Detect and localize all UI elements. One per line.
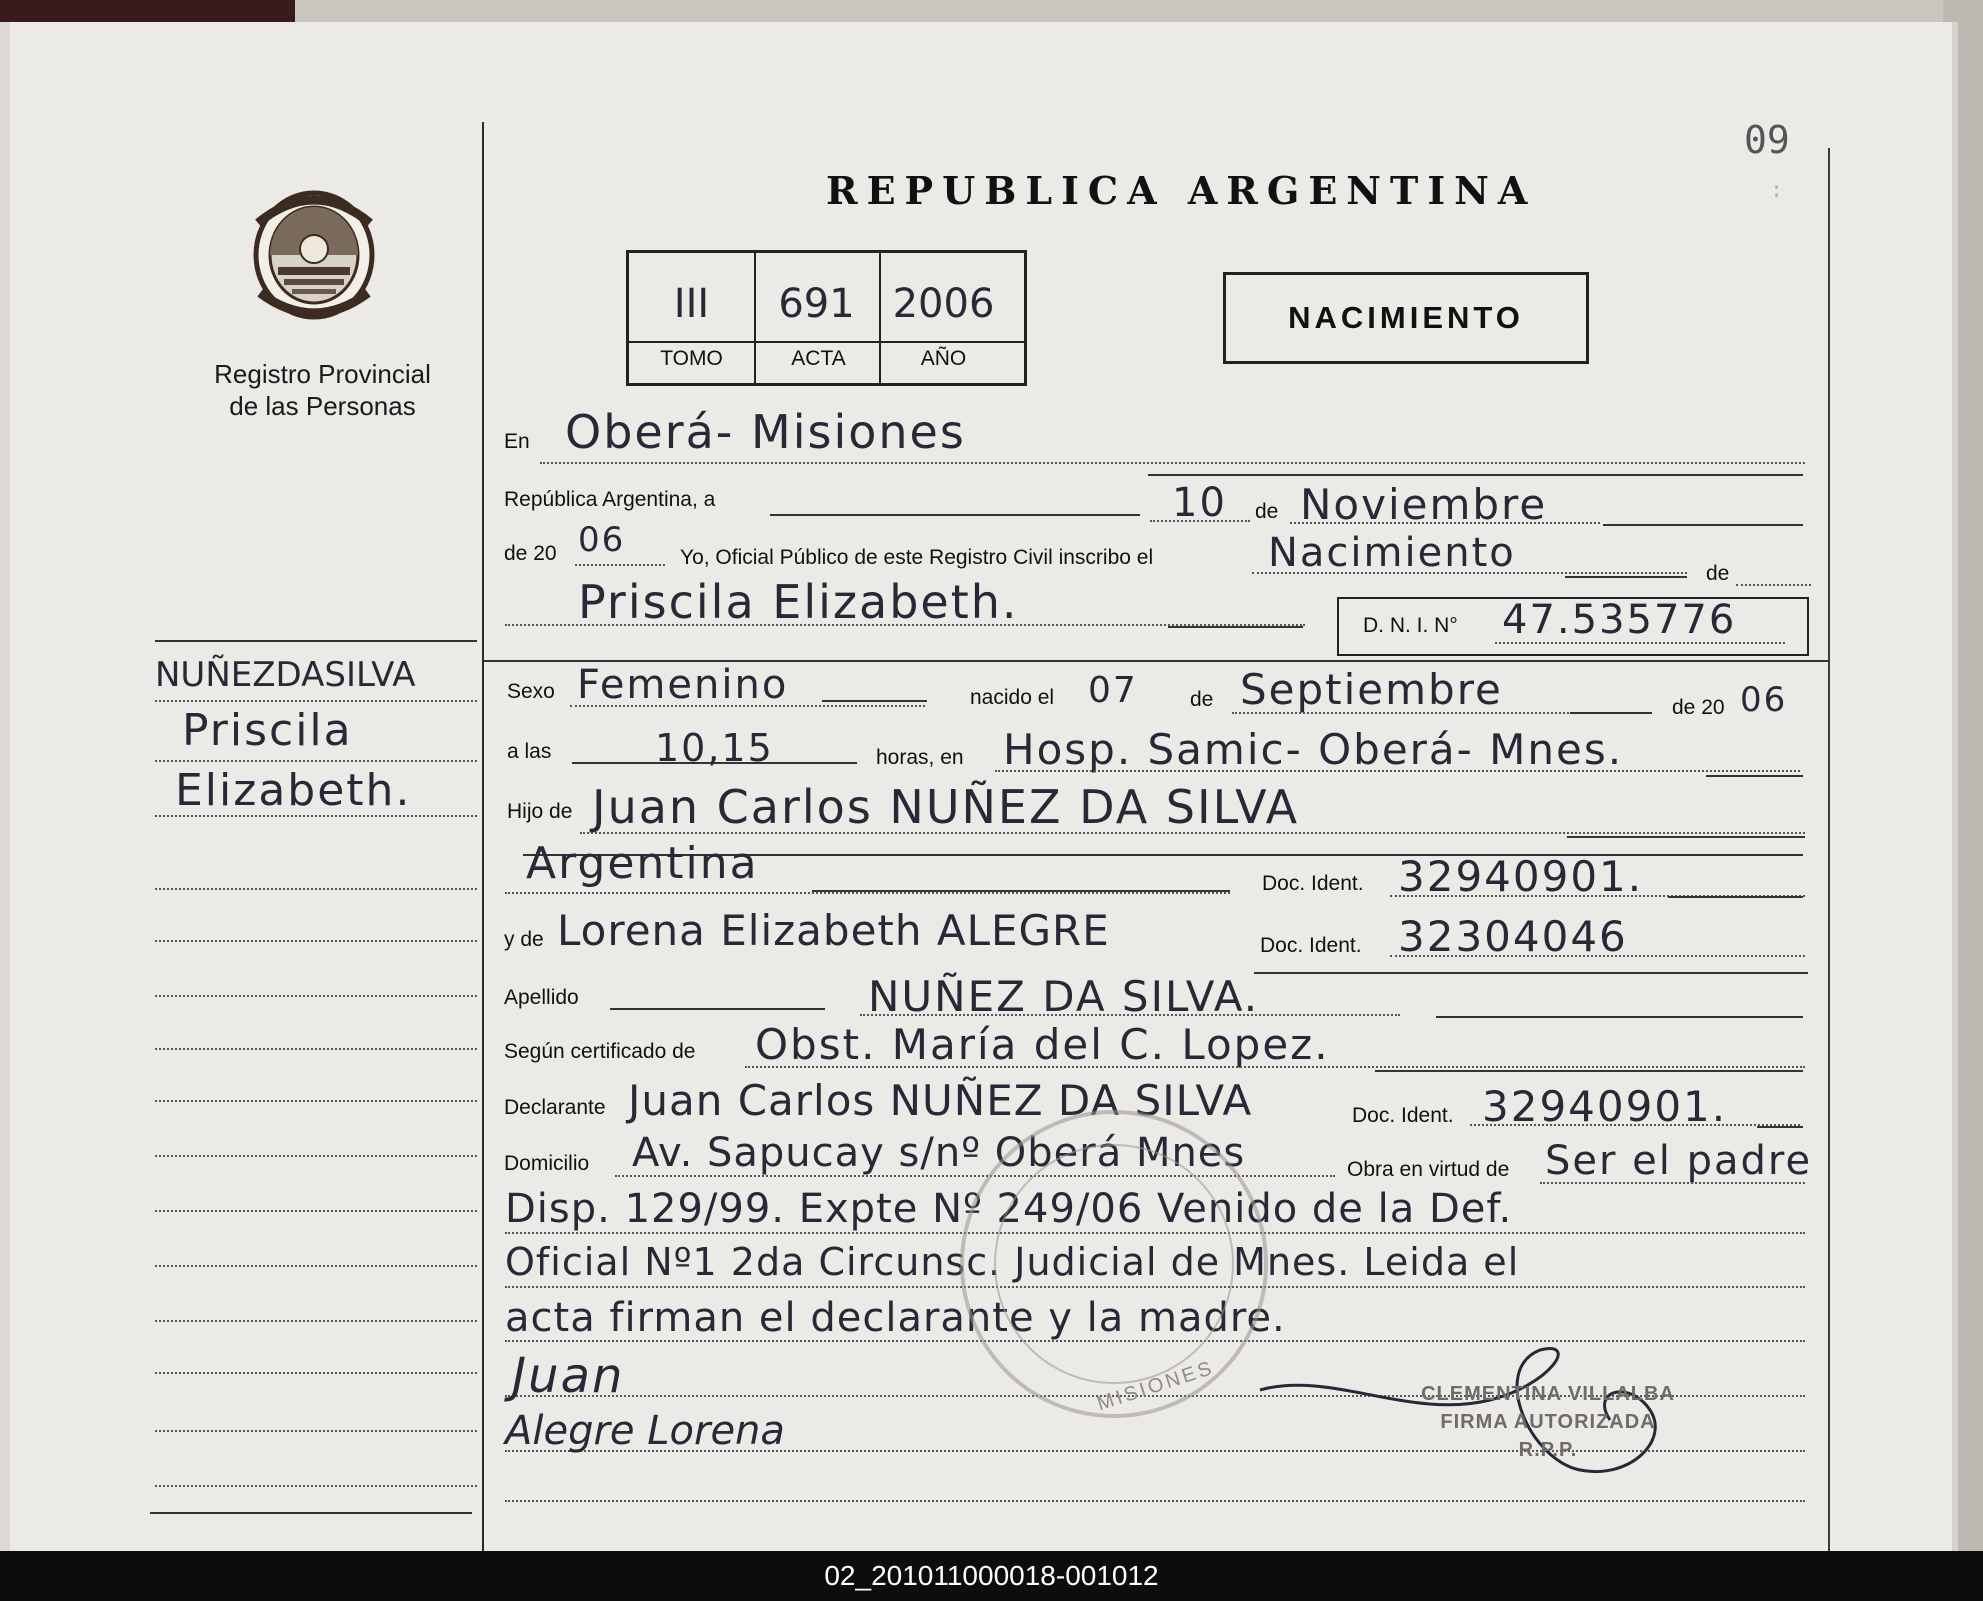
field-rule [1570, 712, 1652, 714]
field-line [995, 770, 1800, 772]
field-rule [1148, 474, 1803, 476]
alas-label: a las [507, 740, 552, 763]
en-label: En [504, 430, 530, 453]
field-line [580, 832, 1805, 834]
year-prefix-label: de 20 [504, 542, 557, 565]
field-line [1150, 520, 1250, 522]
margin-line [155, 1048, 477, 1050]
notes-line-2: Oficial Nº1 2da Circunsc. Judicial de Mnes. Leida el [505, 1240, 1520, 1284]
field-line [1290, 522, 1600, 524]
margin-line [155, 1155, 477, 1157]
page-edge [0, 22, 10, 1551]
legal-basis-value: Ser el padre [1545, 1138, 1813, 1184]
birth-month: Septiembre [1240, 665, 1503, 714]
declarante-label: Declarante [504, 1096, 606, 1119]
margin-line [155, 940, 477, 942]
horas-label: horas, en [876, 746, 964, 769]
margin-line [155, 1210, 477, 1212]
domicilio-label: Domicilio [504, 1152, 590, 1175]
registry-name [190, 358, 455, 422]
acta-label: ACTA [791, 347, 846, 370]
doc-ident-label: Doc. Ident. [1260, 934, 1362, 957]
margin-line [155, 1265, 477, 1267]
de-label: de [1255, 500, 1279, 523]
declarant-name: Juan Carlos NUÑEZ DA SILVA [628, 1076, 1253, 1125]
field-rule [1706, 775, 1803, 777]
field-line [1495, 642, 1785, 644]
field-line [1390, 955, 1805, 957]
official-org: R.P.P. [1518, 1439, 1578, 1461]
field-rule [1567, 836, 1805, 838]
obra-label: Obra en virtud de [1347, 1158, 1510, 1181]
registration-day: 10 [1172, 480, 1227, 526]
field-line [505, 1500, 1805, 1502]
father-doc-number: 32940901. [1398, 852, 1644, 901]
mother-name: Lorena Elizabeth ALEGRE [557, 906, 1110, 955]
anio-value: 2006 [892, 281, 995, 327]
field-rule [1436, 1016, 1803, 1018]
hijo-label: Hijo de [507, 800, 573, 823]
field-rule [1254, 972, 1808, 974]
field-rule [822, 700, 927, 702]
field-line [1470, 1124, 1800, 1126]
margin-line [155, 1320, 477, 1322]
field-line [860, 1014, 1400, 1016]
page-number: 09 [1744, 118, 1790, 162]
page-mark: : [1770, 178, 1784, 203]
birth-day: 07 [1088, 670, 1138, 711]
doc-ident-label: Doc. Ident. [1352, 1104, 1454, 1127]
document-title: REPUBLICA ARGENTINA [826, 168, 1537, 213]
dni-number: 47.535776 [1502, 597, 1737, 643]
notes-line-1: Disp. 129/99. Expte Nº 249/06 Venido de la Def. [505, 1186, 1513, 1232]
field-rule [1565, 576, 1687, 578]
sex-value: Femenino [577, 662, 789, 708]
apellido-label: Apellido [504, 986, 579, 1009]
oficial-statement-label: Yo, Oficial Público de este Registro Civil inscribo el [680, 546, 1154, 569]
tomo-value: III [673, 281, 710, 327]
margin-top-rule [155, 640, 477, 642]
tomo-label: TOMO [660, 347, 723, 370]
field-line [1540, 1182, 1805, 1184]
registry-line2: de las Personas [229, 391, 416, 421]
field-rule [1757, 1126, 1803, 1128]
dni-label: D. N. I. N° [1363, 614, 1458, 637]
record-box-divider [629, 341, 1024, 343]
field-line [1736, 584, 1811, 586]
margin-line [155, 1430, 477, 1432]
father-nationality: Argentina [526, 838, 759, 889]
margin-bottom-rule [150, 1512, 472, 1514]
republica-label: República Argentina, a [504, 488, 716, 511]
margin-line [155, 1485, 477, 1487]
margin-surname: NUÑEZDASILVA [155, 655, 416, 695]
official-name: CLEMENTINA VILLALBA [1421, 1383, 1675, 1405]
de-label: de [1706, 562, 1730, 585]
birth-time: 10,15 [655, 726, 774, 770]
record-type-box: NACIMIENTO [1223, 272, 1589, 364]
mother-signature: Alegre Lorena [505, 1408, 785, 1454]
image-id-caption: 02_201011000018-001012 [0, 1551, 1983, 1601]
sexo-label: Sexo [507, 680, 555, 703]
stamp-inner-ring [994, 1144, 1234, 1384]
field-line [1252, 572, 1687, 574]
declarant-signature: Juan [512, 1348, 625, 1404]
registry-line1: Registro Provincial [214, 359, 431, 389]
birth-place: Hosp. Samic- Oberá- Mnes. [1003, 725, 1624, 774]
margin-line [155, 760, 477, 762]
field-rule [1168, 626, 1303, 628]
field-line [745, 1066, 1805, 1068]
certificate-issuer: Obst. María del C. Lopez. [755, 1020, 1330, 1069]
acta-value: 691 [778, 281, 855, 327]
yde-label: y de [504, 928, 544, 951]
margin-line [155, 888, 477, 890]
official-title: FIRMA AUTORIZADA [1440, 1411, 1656, 1433]
field-rule [1668, 896, 1803, 898]
place-of-registration: Oberá- Misiones [565, 405, 966, 459]
declarant-doc-number: 32940901. [1482, 1082, 1728, 1131]
registration-month: Noviembre [1300, 480, 1548, 529]
field-line [540, 462, 1805, 464]
margin-line [155, 1372, 477, 1374]
provincial-seal-icon [248, 183, 380, 323]
margin-given-name-2: Elizabeth. [175, 765, 412, 816]
registration-year: 06 [578, 520, 626, 560]
nacido-label: nacido el [970, 686, 1055, 709]
margin-divider [482, 122, 484, 1551]
field-line [505, 892, 1230, 894]
birth-year: 06 [1740, 680, 1788, 720]
anio-label: AÑO [920, 347, 967, 370]
field-line [575, 564, 665, 566]
official-stamp [960, 1110, 1268, 1418]
field-line [570, 705, 925, 707]
field-rule [812, 890, 1230, 892]
father-name: Juan Carlos NUÑEZ DA SILVA [592, 780, 1300, 834]
notes-line-3: acta firman el declarante y la madre. [505, 1295, 1286, 1341]
margin-given-name-1: Priscila [182, 705, 353, 756]
field-rule [770, 514, 1140, 516]
field-rule [1603, 524, 1803, 526]
stamp-text: MISIONES [1094, 1356, 1218, 1416]
segun-label: Según certificado de [504, 1040, 696, 1063]
margin-line [155, 1100, 477, 1102]
mother-doc-number: 32304046 [1398, 912, 1628, 961]
margin-line [155, 700, 477, 702]
field-rule [1375, 1070, 1803, 1072]
event-type: Nacimiento [1268, 530, 1516, 576]
birth-year-prefix-label: de 20 [1672, 696, 1725, 719]
margin-line [155, 995, 477, 997]
field-rule [610, 1008, 825, 1010]
de-label: de [1190, 688, 1214, 711]
record-number-box [626, 250, 1027, 386]
child-name: Priscila Elizabeth. [578, 575, 1019, 629]
right-border [1828, 148, 1830, 1551]
margin-line [155, 815, 477, 817]
surname-value: NUÑEZ DA SILVA. [868, 972, 1260, 1021]
doc-ident-label: Doc. Ident. [1262, 872, 1364, 895]
address-value: Av. Sapucay s/nº Oberá Mnes [632, 1130, 1246, 1176]
background-stripe [0, 0, 295, 22]
official-signature-block [1383, 1380, 1713, 1464]
